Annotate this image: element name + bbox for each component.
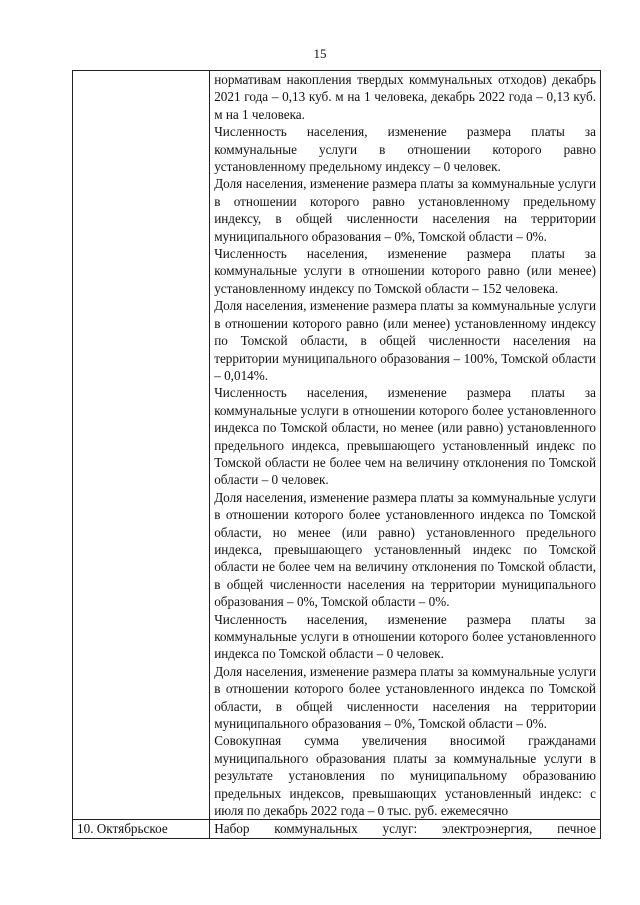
paragraph: Совокупная сумма увеличения вносимой гражданами муниципального образования платы за коммунальные услуги в результате установления по муниципальному образованию предельных индексов, превышающих установленный индекс: с июля по декабрь 2022 года – 0 тыс. руб. ежемесячно	[214, 733, 596, 819]
paragraph: Доля населения, изменение размера платы за коммунальные услуги в отношении которого более установленного индекса по Томской области, в общей численности населения на территории муниципального образования – 0%, Томской области – 0%.	[214, 663, 596, 732]
municipality-cell: 10. Октябрьское	[73, 820, 210, 838]
table-row	[73, 820, 601, 838]
page-number: 15	[313, 46, 327, 61]
description-cell: Набор коммунальных услуг: электроэнергия, печное	[210, 820, 601, 838]
paragraph: Численность населения, изменение размера платы за коммунальные услуги в отношении которого более установленного индекса по Томской области, но менее (или равно) установленного предельного индекса, превышающего установленный индекс по Томской области не более чем на величину отклонения по Томской области – 0 человек.	[214, 385, 596, 488]
indices-table	[72, 70, 601, 839]
paragraph: нормативам накопления твердых коммунальных отходов) декабрь 2021 года – 0,13 куб. м на 1 человека, декабрь 2022 года – 0,13 куб. м на 1 человека.	[214, 72, 596, 122]
paragraph: Доля населения, изменение размера платы за коммунальные услуги в отношении которого более установленного индекса по Томской области, но менее (или равно) установленного предельного индекса, превышающего установленный индекс по Томской области не более чем на величину отклонения по Томской области, в общей численности населения на территории муниципального образования – 0%, Томской области – 0%.	[214, 489, 596, 610]
description-cell	[210, 71, 601, 820]
paragraph: Численность населения, изменение размера платы за коммунальные услуги в отношении которого равно установленному предельному индексу – 0 человек.	[214, 124, 596, 175]
table-row	[73, 71, 601, 820]
municipality-cell	[73, 71, 210, 820]
paragraph: Доля населения, изменение размера платы за коммунальные услуги в отношении которого равно (или менее) установленному индексу по Томской области, в общей численности населения на территории муниципального образования – 100%, Томской области – 0,014%.	[214, 298, 596, 383]
paragraph: Численность населения, изменение размера платы за коммунальные услуги в отношении которого более установленного индекса по Томской области – 0 человек.	[214, 611, 596, 662]
paragraph: Численность населения, изменение размера платы за коммунальные услуги в отношении которого равно (или менее) установленному индексу по Томской области – 152 человека.	[214, 246, 596, 296]
paragraph: Доля населения, изменение размера платы за коммунальные услуги в отношении которого равно установленному предельному индексу, в общей численности населения на территории муниципального образования – 0%, Томской области – 0%.	[214, 176, 596, 244]
